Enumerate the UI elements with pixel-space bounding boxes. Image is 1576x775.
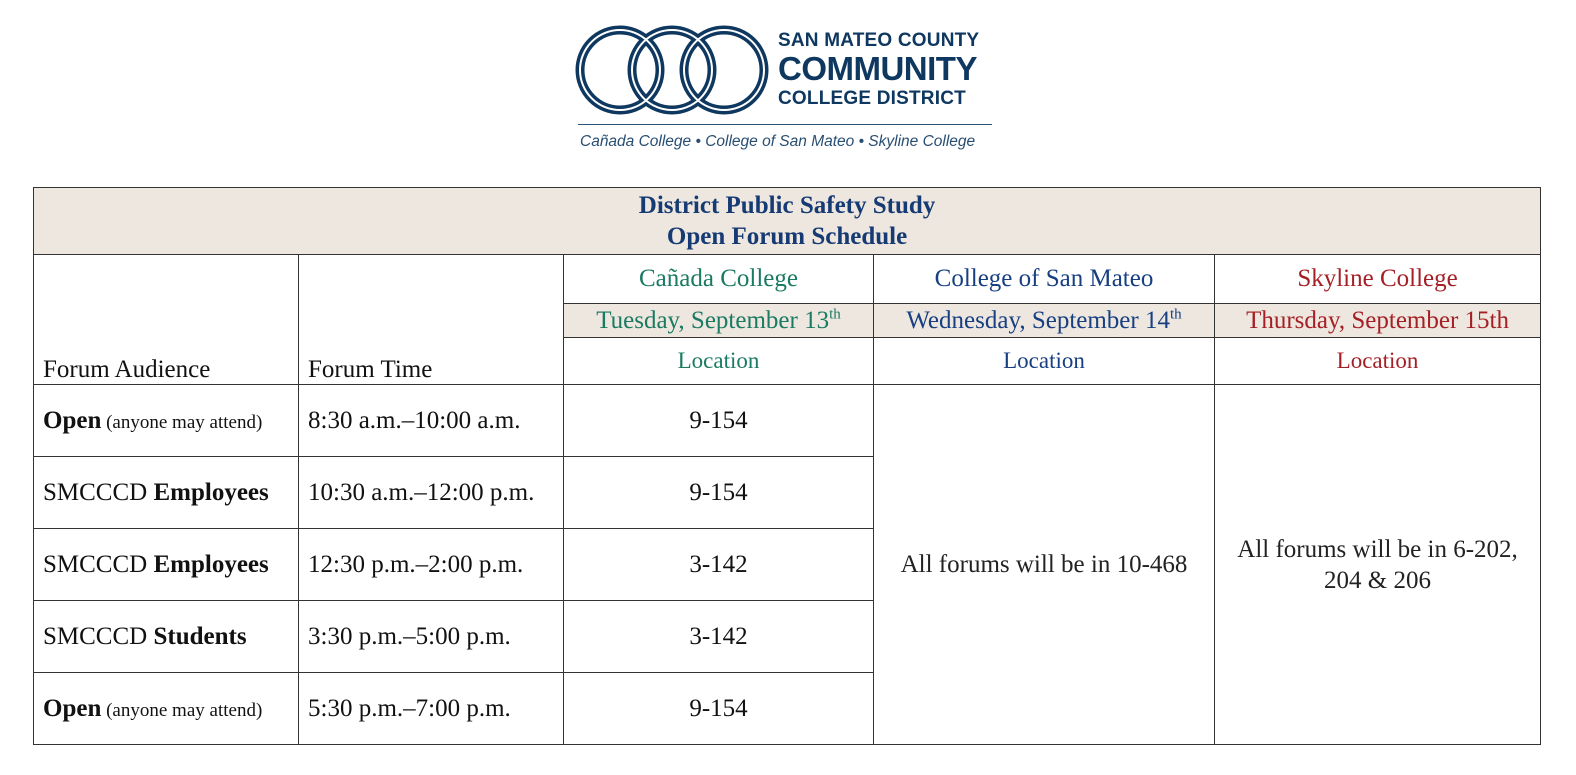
canada-room-cell: 3-142 (564, 529, 874, 601)
logo-tagline: Cañada College • College of San Mateo • Skyline College (580, 133, 976, 150)
time-cell: 8:30 a.m.–10:00 a.m. (299, 385, 564, 457)
audience-strong: Employees (153, 478, 269, 506)
location-label-canada: Location (564, 338, 874, 385)
header-forum-audience: Forum Audience (34, 255, 299, 385)
audience-strong: Open (43, 694, 102, 722)
college-name-row (34, 255, 1541, 304)
college-canada: Cañada College (564, 255, 874, 304)
audience-strong: Employees (153, 550, 269, 578)
date-canada-suffix: th (829, 306, 841, 323)
college-csm: College of San Mateo (874, 255, 1215, 304)
logo-line-3: COLLEGE DISTRICT (778, 88, 966, 109)
logo-line-2: COMMUNITY (778, 50, 977, 87)
date-csm-text: Wednesday, September 14 (906, 306, 1170, 334)
schedule-title (34, 188, 1541, 255)
interlocking-rings-logo-icon (574, 24, 770, 116)
date-canada-text: Tuesday, September 13 (596, 306, 830, 334)
location-label-csm: Location (874, 338, 1215, 385)
table-row (34, 385, 1541, 457)
time-cell: 5:30 p.m.–7:00 p.m. (299, 673, 564, 745)
college-skyline: Skyline College (1215, 255, 1541, 304)
canada-room-cell: 9-154 (564, 673, 874, 745)
location-label-skyline: Location (1215, 338, 1541, 385)
audience-cell (34, 601, 299, 673)
date-csm-suffix: th (1169, 306, 1182, 323)
skyline-all-forums-cell: All forums will be in 6-202, 204 & 206 (1215, 385, 1541, 745)
date-canada (564, 304, 874, 338)
time-cell: 12:30 p.m.–2:00 p.m. (299, 529, 564, 601)
time-cell: 10:30 a.m.–12:00 p.m. (299, 457, 564, 529)
title-row (34, 188, 1541, 255)
district-logo (574, 22, 1004, 158)
audience-note: (anyone may attend) (101, 699, 263, 721)
canada-room-cell: 3-142 (564, 601, 874, 673)
canada-room-cell: 9-154 (564, 385, 874, 457)
audience-prefix: SMCCCD (43, 550, 154, 578)
canada-room-cell: 9-154 (564, 457, 874, 529)
logo-divider (578, 124, 992, 125)
audience-cell (34, 673, 299, 745)
logo-line-1: SAN MATEO COUNTY (778, 30, 980, 51)
audience-prefix: SMCCCD (43, 478, 154, 506)
audience-cell (34, 385, 299, 457)
header-forum-time: Forum Time (299, 255, 564, 385)
audience-strong: Open (43, 406, 102, 434)
date-skyline: Thursday, September 15th (1215, 304, 1541, 338)
date-csm (874, 304, 1215, 338)
audience-strong: Students (153, 622, 247, 650)
time-cell: 3:30 p.m.–5:00 p.m. (299, 601, 564, 673)
title-line-1: District Public Safety Study (638, 192, 936, 219)
audience-cell (34, 457, 299, 529)
forum-schedule-table (33, 187, 1541, 745)
title-line-2: Open Forum Schedule (666, 223, 908, 250)
csm-all-forums-cell: All forums will be in 10-468 (874, 385, 1215, 745)
audience-cell (34, 529, 299, 601)
audience-note: (anyone may attend) (101, 411, 263, 433)
audience-prefix: SMCCCD (43, 622, 154, 650)
